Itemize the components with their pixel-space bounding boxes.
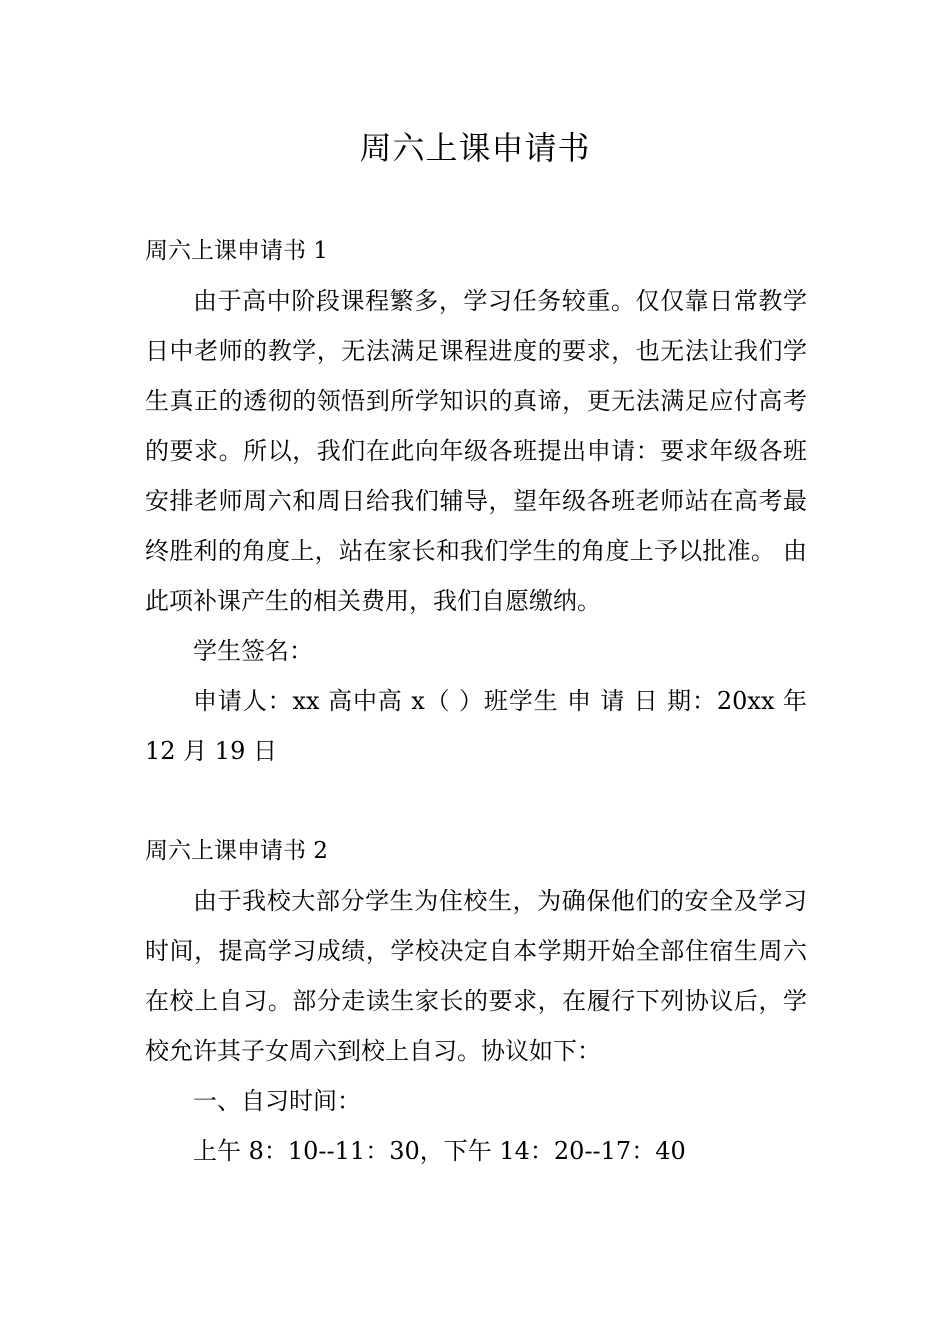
student-signature-line: 学生签名：	[193, 637, 313, 665]
study-schedule: 上午 8：10--11：30，下午 14：20--17：40	[193, 1137, 686, 1165]
document-body	[145, 226, 807, 1176]
agreement-item-1: 一、自习时间：	[193, 1087, 361, 1115]
applicant-date-line: 申请人：xx 高中高 x（ ）班学生 申 请 日 期：20xx 年 12 月 19 日	[145, 687, 807, 765]
document-title: 周六上课申请书	[359, 129, 591, 167]
section-2-paragraph: 由于我校大部分学生为住校生，为确保他们的安全及学习时间，提高学习成绩，学校决定自本学期开始全部住宿生周六在校上自习。部分走读生家长的要求，在履行下列协议后，学校允许其子女周六到校上自习。协议如下：	[145, 887, 807, 1065]
section-spacer	[145, 776, 807, 826]
section-1-paragraph: 由于高中阶段课程繁多，学习任务较重。仅仅靠日常教学日中老师的教学，无法满足课程进度的要求，也无法让我们学生真正的透彻的领悟到所学知识的真谛，更无法满足应付高考的要求。所以，我们在此向年级各班提出申请：要求年级各班安排老师周六和周日给我们辅导，望年级各班老师站在高考最终胜利的角度上，站在家长和我们学生的角度上予以批准。 由此项补课产生的相关费用，我们自愿缴纳。	[145, 287, 807, 615]
section-2-heading: 周六上课申请书 2	[145, 838, 328, 864]
section-1-heading: 周六上课申请书 1	[145, 238, 328, 264]
